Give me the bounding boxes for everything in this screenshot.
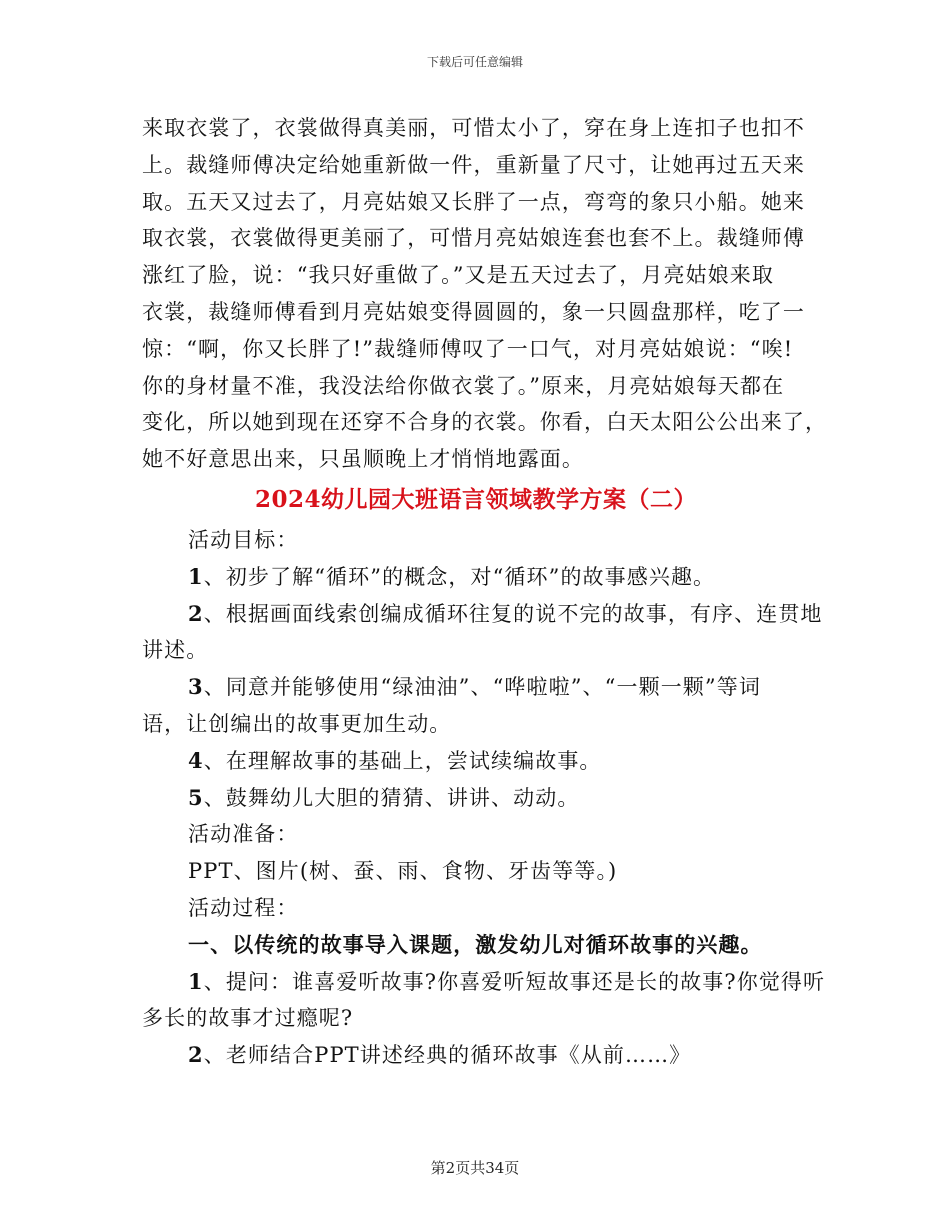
prep-heading: 活动准备： xyxy=(188,822,299,847)
goal-item xyxy=(142,559,810,596)
story-paragraph xyxy=(142,110,828,478)
goal-number: 4 xyxy=(188,747,204,773)
story-line: 取衣裳，衣裳做得更美丽了，可惜月亮姑娘连套也套不上。裁缝师傅 xyxy=(142,226,805,251)
goals-heading: 活动目标： xyxy=(188,527,299,552)
process-item xyxy=(142,964,826,1001)
goal-text: 、在理解故事的基础上，尝试续编故事。 xyxy=(203,748,602,773)
page-footer: 第2页共34页 xyxy=(430,1159,520,1177)
process-number: 1 xyxy=(188,968,204,994)
prep-text: PPT、图片(树、蚕、雨、食物、牙齿等等。) xyxy=(188,859,618,884)
section-title: 2024幼儿园大班语言领域教学方案（二） xyxy=(254,485,697,513)
goal-text: 、初步了解“循环”的概念，对“循环”的故事感兴趣。 xyxy=(203,564,716,589)
story-line: 涨红了脸，说：“我只好重做了。”又是五天过去了，月亮姑娘来取 xyxy=(142,263,774,288)
process-text: 、提问：谁喜爱听故事?你喜爱听短故事还是长的故事?你觉得听 xyxy=(203,969,826,994)
goal-text: 、鼓舞幼儿大胆的猜猜、讲讲、动动。 xyxy=(203,785,580,810)
document-body xyxy=(142,110,828,1074)
goal-item xyxy=(142,669,810,706)
story-line: 她不好意思出来，只虽顺晚上才悄悄地露面。 xyxy=(142,447,584,472)
story-line: 你的身材量不准，我没法给你做衣裳了。”原来，月亮姑娘每天都在 xyxy=(142,373,785,398)
process-step-heading: 一、以传统的故事导入课题，激发幼儿对循环故事的兴趣。 xyxy=(188,931,763,957)
goal-number: 5 xyxy=(188,784,204,810)
story-line: 来取衣裳了，衣裳做得真美丽，可惜太小了，穿在身上连扣子也扣不 xyxy=(142,116,805,140)
goal-number: 2 xyxy=(188,600,204,626)
goal-item xyxy=(142,596,823,633)
process-number: 2 xyxy=(188,1042,204,1068)
goal-text: 、同意并能够使用“绿油油”、“哗啦啦”、“一颗一颗”等词 xyxy=(203,675,761,700)
story-line: 变化，所以她到现在还穿不合身的衣裳。你看，白天太阳公公出来了， xyxy=(142,410,828,435)
story-line: 上。裁缝师傅决定给她重新做一件，重新量了尺寸，让她再过五天来 xyxy=(142,152,805,177)
goal-continuation: 讲述。 xyxy=(142,638,209,663)
process-item xyxy=(142,1037,810,1074)
goal-text: 、根据画面线索创编成循环往复的说不完的故事，有序、连贯地 xyxy=(203,601,823,626)
story-line: 衣裳，裁缝师傅看到月亮姑娘变得圆圆的，象一只圆盘那样，吃了一 xyxy=(142,299,805,324)
process-text: 、老师结合PPT讲述经典的循环故事《从前……》 xyxy=(203,1043,692,1068)
story-line: 取。五天又过去了，月亮姑娘又长胖了一点，弯弯的象只小船。她来 xyxy=(142,189,805,214)
goal-continuation: 语，让创编出的故事更加生动。 xyxy=(142,711,452,736)
goal-item xyxy=(142,743,810,780)
process-heading: 活动过程： xyxy=(188,895,299,920)
goal-number: 3 xyxy=(188,674,204,700)
story-line: 惊：“啊，你又长胖了!”裁缝师傅叹了一口气，对月亮姑娘说：“唉! xyxy=(142,336,794,361)
process-continuation: 多长的故事才过瘾呢? xyxy=(142,1006,354,1031)
page-header: 下载后可任意编辑 xyxy=(426,55,523,69)
goal-item xyxy=(142,780,810,817)
goal-number: 1 xyxy=(188,563,204,589)
